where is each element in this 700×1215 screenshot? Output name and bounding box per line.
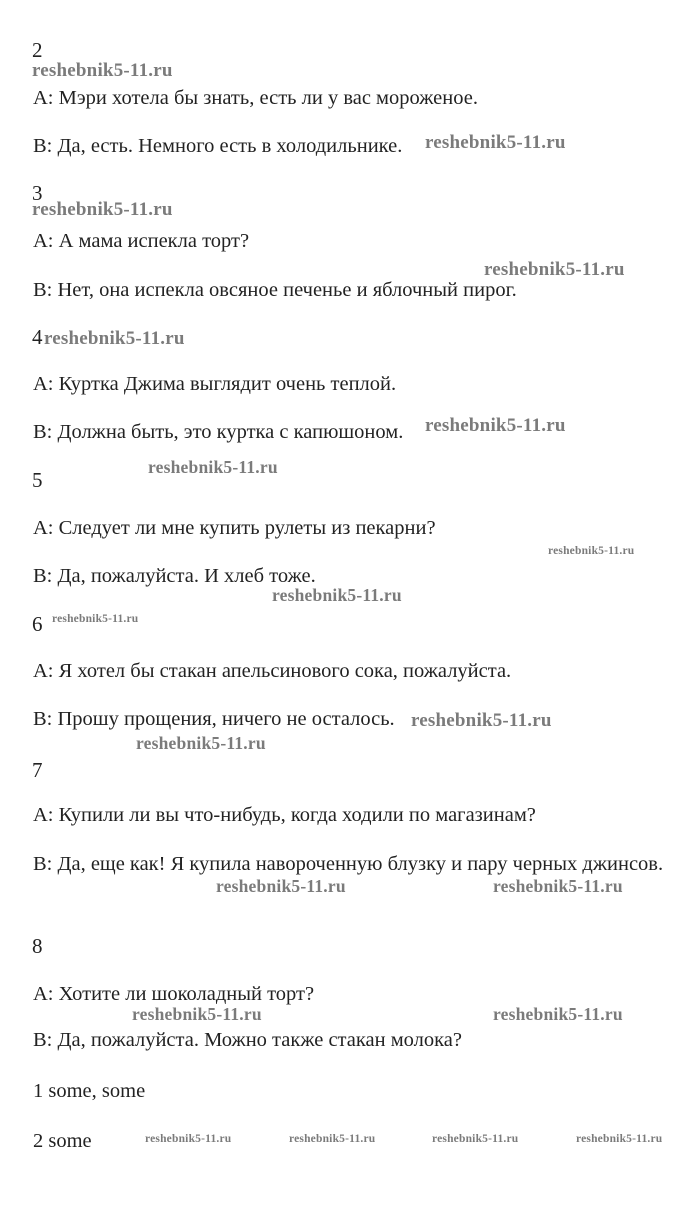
dialogue-line-b: В: Да, есть. Немного есть в холодильнике. <box>33 135 403 157</box>
watermark: reshebnik5-11.ru <box>493 1004 623 1024</box>
watermark: reshebnik5-11.ru <box>548 545 635 557</box>
watermark: reshebnik5-11.ru <box>576 1133 663 1145</box>
watermark: reshebnik5-11.ru <box>136 733 266 753</box>
watermark: reshebnik5-11.ru <box>148 457 278 477</box>
item-number: 4 <box>32 325 43 349</box>
item-number: 3 <box>32 181 43 205</box>
watermark: reshebnik5-11.ru <box>32 199 173 220</box>
watermark: reshebnik5-11.ru <box>484 259 625 280</box>
watermark: reshebnik5-11.ru <box>432 1133 519 1145</box>
watermark: reshebnik5-11.ru <box>411 710 552 731</box>
dialogue-line-a: А: Я хотел бы стакан апельсинового сока, пожалуйста. <box>33 660 512 682</box>
item-number: 7 <box>32 758 43 782</box>
dialogue-line-b: В: Да, пожалуйста. Можно также стакан молока? <box>33 1029 462 1051</box>
watermark: reshebnik5-11.ru <box>132 1004 262 1024</box>
dialogue-line-b: В: Да, еще как! Я купила навороченную блузку и пару черных джинсов. <box>33 853 664 875</box>
watermark: reshebnik5-11.ru <box>145 1133 232 1145</box>
watermark: reshebnik5-11.ru <box>493 876 623 896</box>
dialogue-line-a: А: Мэри хотела бы знать, есть ли у вас мороженое. <box>33 87 478 109</box>
item-number: 6 <box>32 612 43 636</box>
answer-line: 2 some <box>33 1130 92 1152</box>
dialogue-line-b: В: Нет, она испекла овсяное печенье и яблочный пирог. <box>33 279 517 301</box>
answer-line: 1 some, some <box>33 1080 146 1102</box>
watermark: reshebnik5-11.ru <box>272 585 402 605</box>
dialogue-line-b: В: Да, пожалуйста. И хлеб тоже. <box>33 565 316 587</box>
watermark: reshebnik5-11.ru <box>44 328 185 349</box>
watermark: reshebnik5-11.ru <box>425 132 566 153</box>
dialogue-line-a: А: Купили ли вы что-нибудь, когда ходили по магазинам? <box>33 804 536 826</box>
item-number: 5 <box>32 468 43 492</box>
watermark: reshebnik5-11.ru <box>52 613 139 625</box>
dialogue-line-a: А: А мама испекла торт? <box>33 230 250 252</box>
watermark: reshebnik5-11.ru <box>425 415 566 436</box>
dialogue-line-a: А: Следует ли мне купить рулеты из пекарни? <box>33 517 436 539</box>
watermark: reshebnik5-11.ru <box>216 876 346 896</box>
dialogue-line-b: В: Должна быть, это куртка с капюшоном. <box>33 421 404 443</box>
watermark: reshebnik5-11.ru <box>32 60 173 81</box>
watermark: reshebnik5-11.ru <box>289 1133 376 1145</box>
dialogue-line-a: А: Куртка Джима выглядит очень теплой. <box>33 373 397 395</box>
item-number: 2 <box>32 38 43 62</box>
dialogue-line-b: В: Прошу прощения, ничего не осталось. <box>33 708 395 730</box>
item-number: 8 <box>32 934 43 958</box>
dialogue-line-a: А: Хотите ли шоколадный торт? <box>33 983 315 1005</box>
